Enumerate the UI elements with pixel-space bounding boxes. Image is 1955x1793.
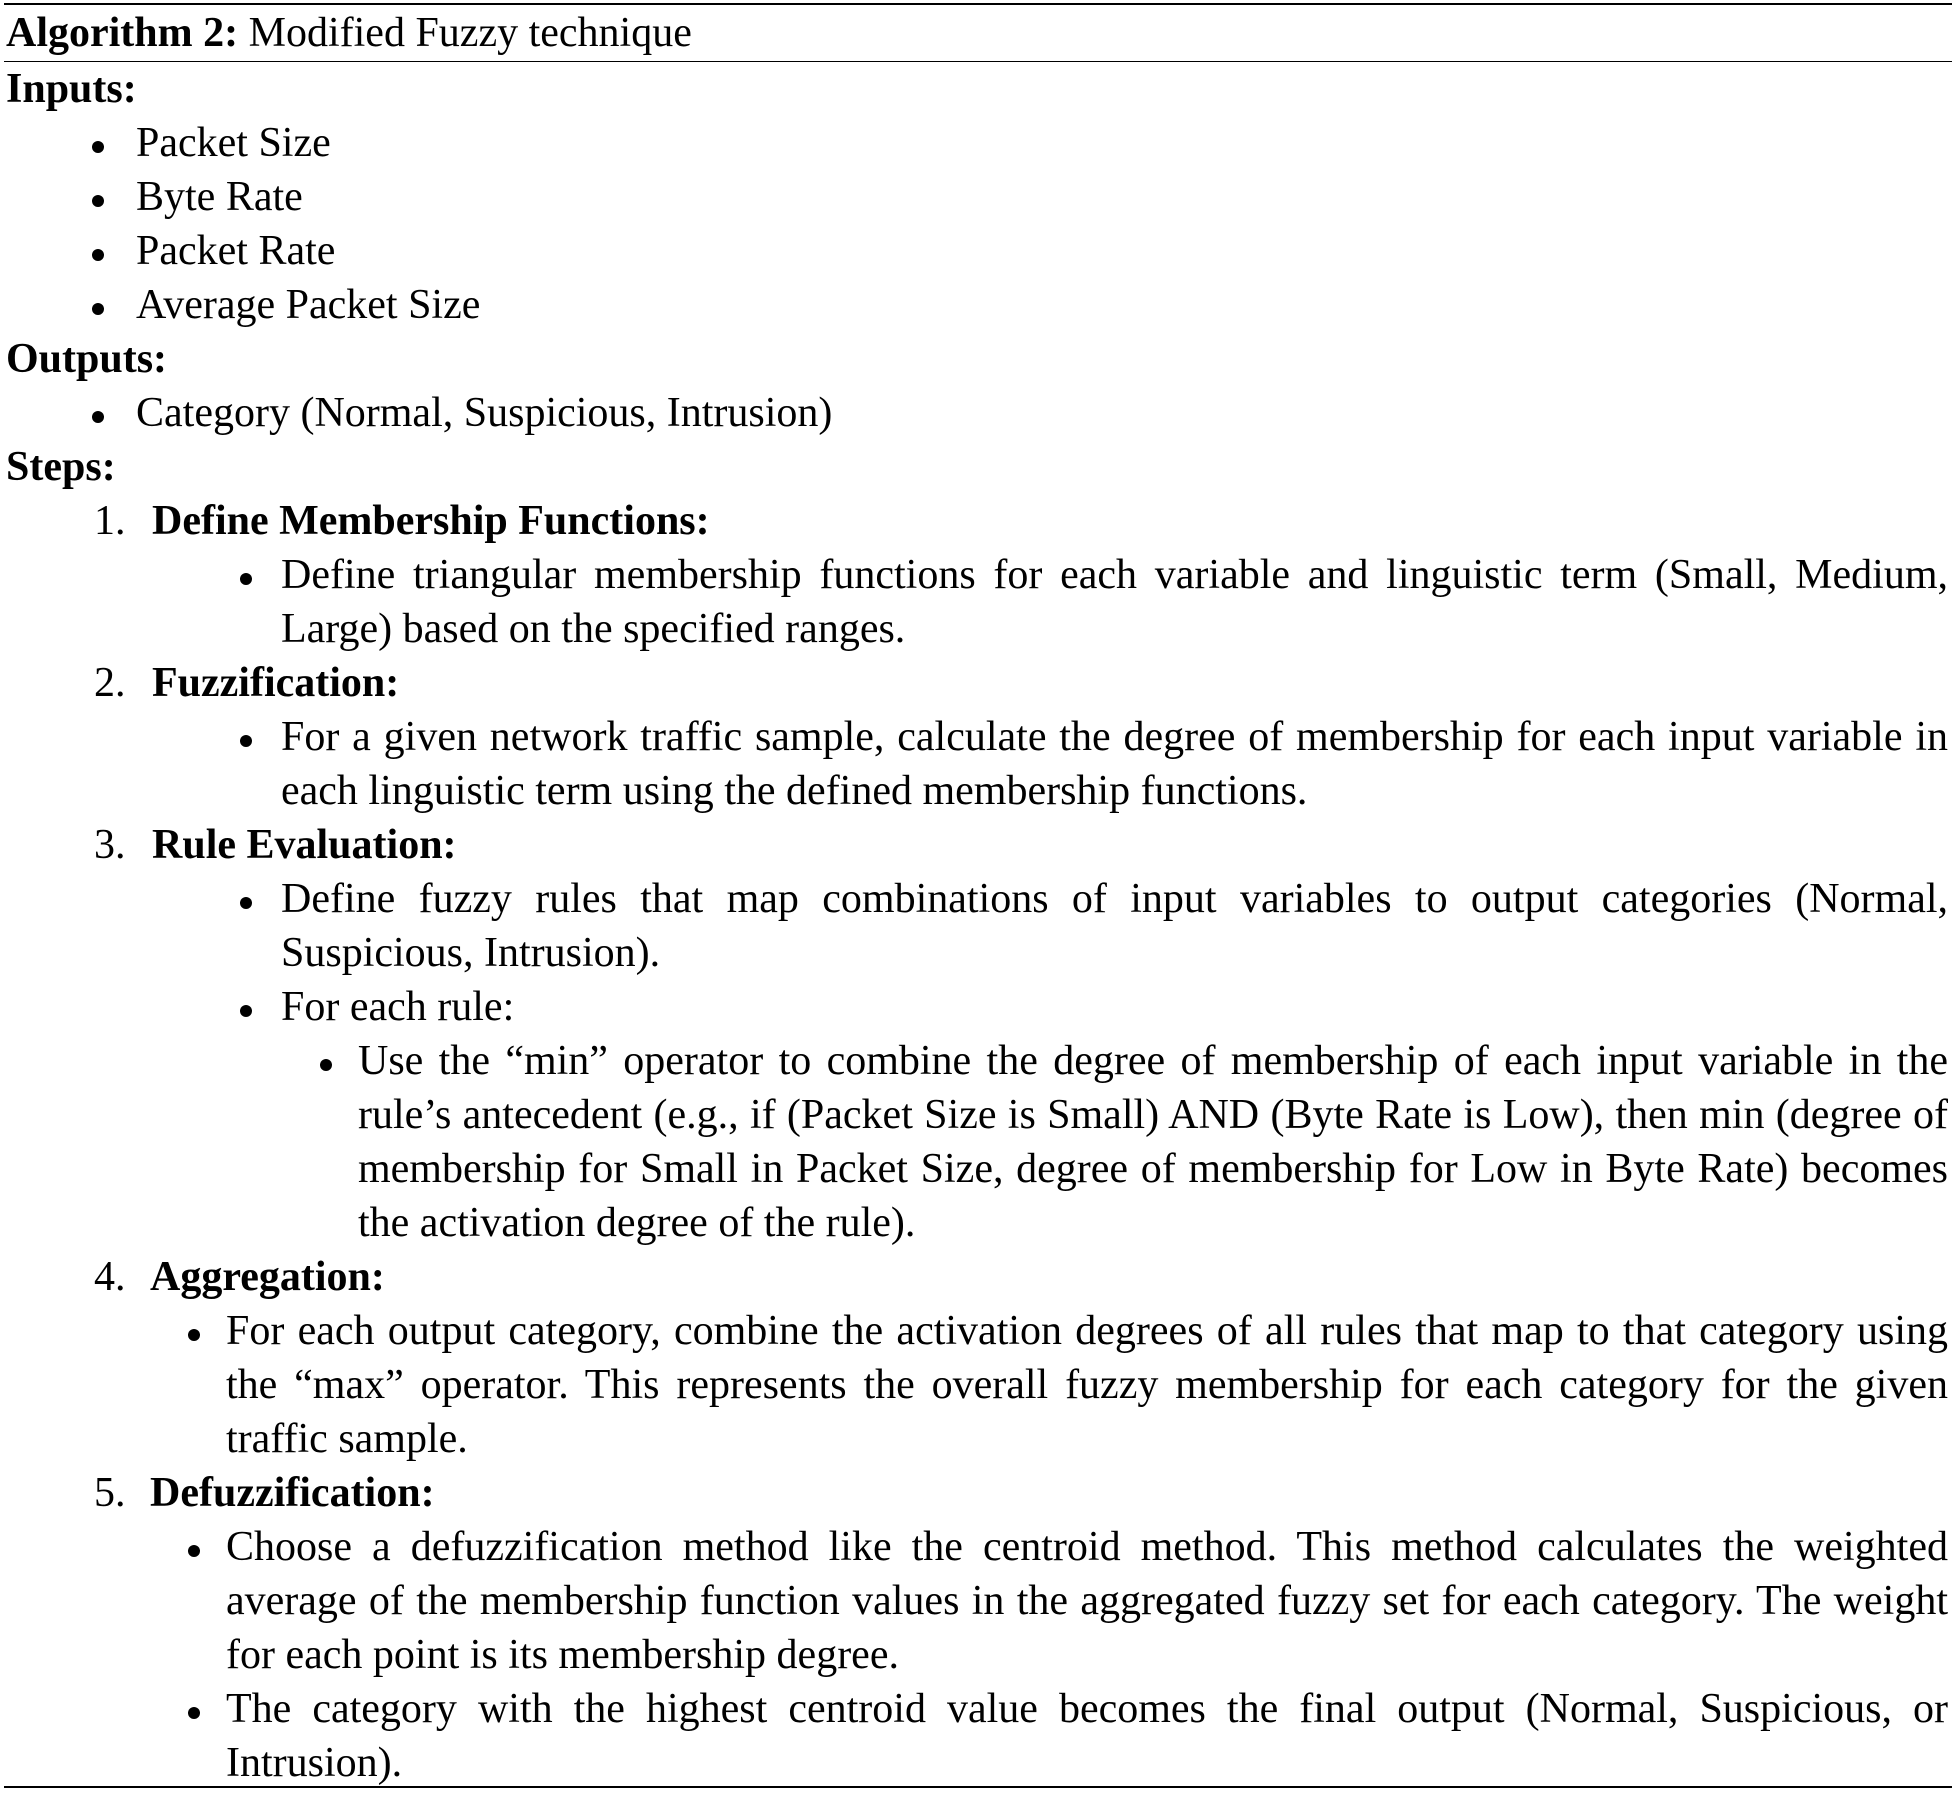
step-item (6, 1250, 1952, 1466)
steps-list (6, 494, 1952, 1790)
bottom-rule (4, 1786, 1952, 1788)
steps-heading: Steps: (6, 444, 116, 490)
algorithm-body (4, 62, 1952, 1790)
step-item (6, 656, 1952, 818)
step-heading (6, 1466, 1952, 1520)
algorithm-title (4, 5, 1952, 61)
algorithm-label: Algorithm 2: (6, 10, 239, 56)
step-number: 2. (94, 660, 126, 706)
step-bullet: For a given network traffic sample, calculate the degree of membership for each input variable in each linguistic term using the defined membership functions. (6, 710, 1952, 818)
outputs-list (6, 386, 1952, 440)
step-bullet: Define fuzzy rules that map combinations of input variables to output categories (Normal, Suspicious, Intrusion). (6, 872, 1952, 980)
step-heading (6, 494, 1952, 548)
step-bullet: Define triangular membership functions for each variable and linguistic term (Small, Medium, Large) based on the specified ranges. (6, 548, 1952, 656)
step-label: Fuzzification: (152, 660, 400, 706)
input-item: Packet Rate (6, 224, 1952, 278)
step-bullets (6, 1520, 1952, 1790)
step-bullet: Choose a defuzzification method like the centroid method. This method calculates the weighted average of the membership function values in the aggregated fuzzy set for each category. The weight for each point is its membership degree. (6, 1520, 1952, 1682)
step-item (6, 1466, 1952, 1790)
input-item: Byte Rate (6, 170, 1952, 224)
step-heading (6, 818, 1952, 872)
step-bullets (6, 548, 1952, 656)
step-sub-bullets (6, 1034, 1952, 1250)
step-label: Rule Evaluation: (152, 822, 457, 868)
step-bullet: For each output category, combine the activation degrees of all rules that map to that category using the “max” operator. This represents the overall fuzzy membership for each category for the given traffic sample. (6, 1304, 1952, 1466)
step-number: 5. (94, 1470, 126, 1516)
step-item (6, 494, 1952, 656)
step-bullet: For each rule: (6, 980, 1952, 1034)
step-bullets (6, 710, 1952, 818)
inputs-list (6, 116, 1952, 332)
output-item: Category (Normal, Suspicious, Intrusion) (6, 386, 1952, 440)
step-bullets (6, 1304, 1952, 1466)
input-item: Packet Size (6, 116, 1952, 170)
step-label: Defuzzification: (150, 1470, 435, 1516)
step-label: Define Membership Functions: (152, 498, 710, 544)
step-heading (6, 1250, 1952, 1304)
step-number: 3. (94, 822, 126, 868)
step-sub-bullet: Use the “min” operator to combine the degree of membership of each input variable in the rule’s antecedent (e.g., if (Packet Size is Small) AND (Byte Rate is Low), then min (degree of membership for Small in Packet Size, degree of membership for Low in Byte Rate) becomes the activation degree of the rule). (6, 1034, 1952, 1250)
algorithm-box (4, 3, 1952, 1790)
step-number: 1. (94, 498, 126, 544)
algorithm-name: Modified Fuzzy technique (248, 10, 692, 56)
step-number: 4. (94, 1254, 126, 1300)
outputs-heading: Outputs: (6, 336, 168, 382)
input-item: Average Packet Size (6, 278, 1952, 332)
step-item (6, 818, 1952, 1250)
inputs-heading: Inputs: (6, 66, 137, 112)
step-label: Aggregation: (150, 1254, 385, 1300)
step-bullet: The category with the highest centroid value becomes the final output (Normal, Suspicious, or Intrusion). (6, 1682, 1952, 1790)
step-bullets (6, 872, 1952, 1034)
step-heading (6, 656, 1952, 710)
